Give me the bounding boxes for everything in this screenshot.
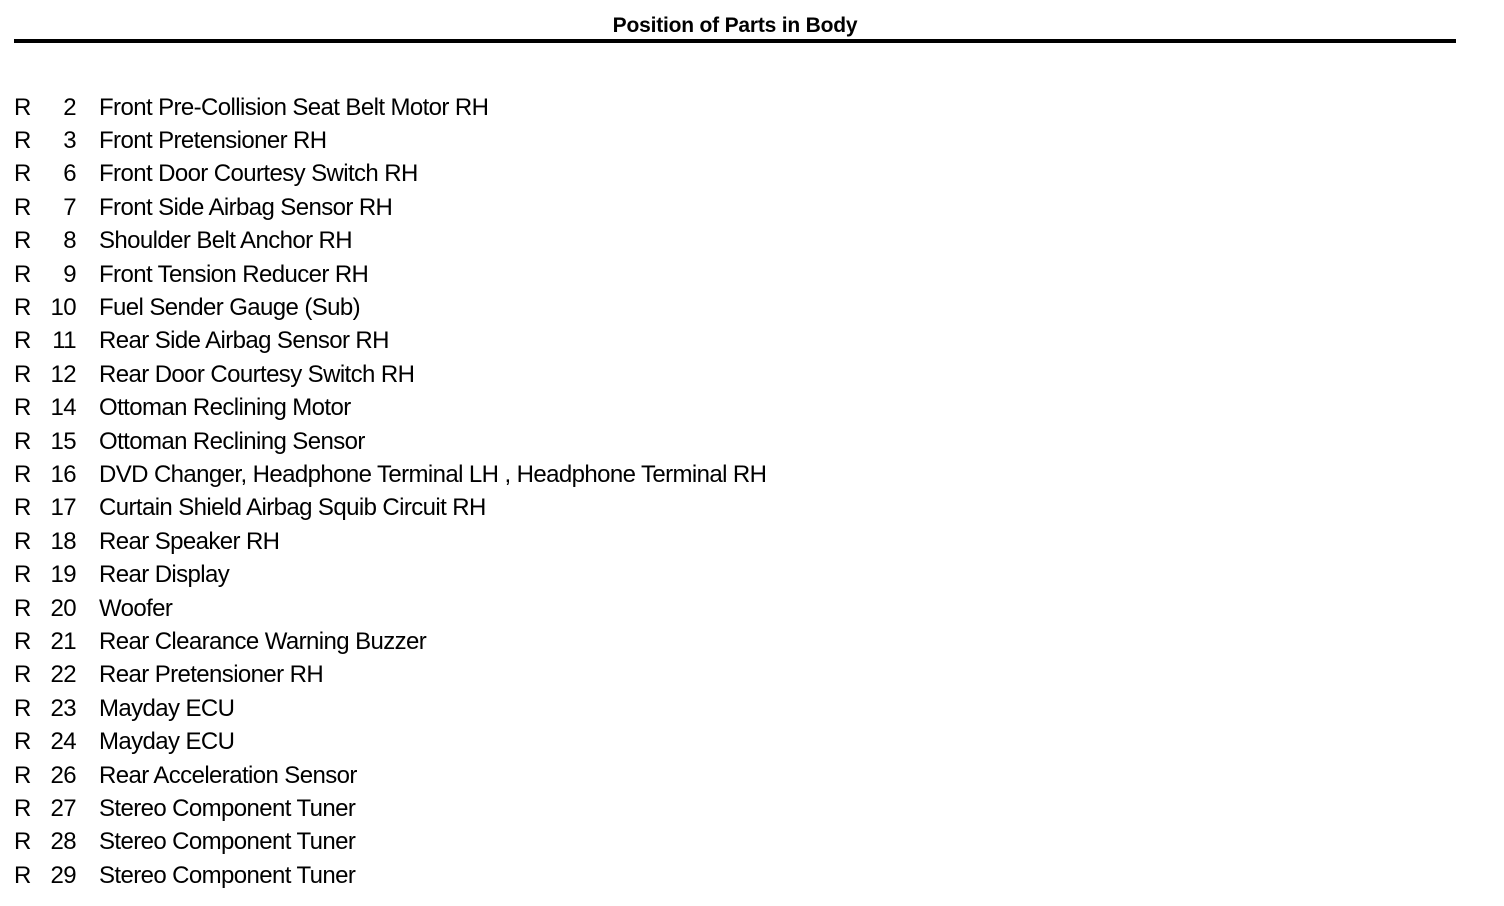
part-prefix: R <box>14 594 31 622</box>
list-item <box>14 625 766 658</box>
part-prefix: R <box>14 527 31 555</box>
parts-list <box>14 91 766 892</box>
list-item <box>14 358 766 391</box>
part-prefix: R <box>14 327 31 355</box>
list-item <box>14 225 766 258</box>
part-number: 18 <box>50 527 76 555</box>
part-prefix: R <box>14 694 31 722</box>
part-name: Woofer <box>99 594 173 622</box>
part-prefix: R <box>14 294 31 322</box>
list-item <box>14 759 766 792</box>
part-name: Rear Side Airbag Sensor RH <box>99 327 389 355</box>
part-number: 7 <box>63 193 76 221</box>
part-prefix: R <box>14 427 31 455</box>
part-name: Shoulder Belt Anchor RH <box>99 227 353 255</box>
part-prefix: R <box>14 828 31 856</box>
part-number: 10 <box>50 294 76 322</box>
part-number: 14 <box>50 394 76 422</box>
part-number: 26 <box>50 761 76 789</box>
list-item <box>14 659 766 692</box>
part-number: 29 <box>50 861 76 889</box>
part-number: 15 <box>50 427 76 455</box>
part-prefix: R <box>14 728 31 756</box>
part-number: 22 <box>50 661 76 689</box>
part-prefix: R <box>14 394 31 422</box>
part-prefix: R <box>14 160 31 188</box>
list-item <box>14 725 766 758</box>
list-item <box>14 492 766 525</box>
part-number: 19 <box>50 561 76 589</box>
part-number: 3 <box>63 127 76 155</box>
part-name: Front Door Courtesy Switch RH <box>99 160 418 188</box>
part-name: Stereo Component Tuner <box>99 861 356 889</box>
part-number: 8 <box>63 227 76 255</box>
part-name: Front Tension Reducer RH <box>99 260 369 288</box>
part-prefix: R <box>14 360 31 388</box>
page-title: Position of Parts in Body <box>612 14 858 37</box>
part-name: Rear Pretensioner RH <box>99 661 324 689</box>
part-prefix: R <box>14 260 31 288</box>
part-number: 24 <box>50 728 76 756</box>
part-name: Stereo Component Tuner <box>99 828 356 856</box>
part-prefix: R <box>14 193 31 221</box>
part-name: Front Pretensioner RH <box>99 127 327 155</box>
part-name: Rear Acceleration Sensor <box>99 761 357 789</box>
part-prefix: R <box>14 861 31 889</box>
part-number: 27 <box>50 794 76 822</box>
part-prefix: R <box>14 761 31 789</box>
part-number: 16 <box>50 460 76 488</box>
list-item <box>14 792 766 825</box>
part-name: Rear Speaker RH <box>99 527 280 555</box>
part-name: Mayday ECU <box>99 728 235 756</box>
list-item <box>14 191 766 224</box>
part-prefix: R <box>14 661 31 689</box>
part-number: 12 <box>50 360 76 388</box>
list-item <box>14 592 766 625</box>
title-divider <box>14 39 1456 43</box>
part-name: Ottoman Reclining Sensor <box>99 427 365 455</box>
part-name: Mayday ECU <box>99 694 235 722</box>
part-number: 20 <box>50 594 76 622</box>
list-item <box>14 325 766 358</box>
part-number: 17 <box>50 494 76 522</box>
list-item <box>14 826 766 859</box>
list-item <box>14 692 766 725</box>
part-prefix: R <box>14 561 31 589</box>
part-prefix: R <box>14 93 31 121</box>
part-name: Ottoman Reclining Motor <box>99 394 351 422</box>
part-number: 2 <box>63 93 76 121</box>
list-item <box>14 458 766 491</box>
part-number: 21 <box>50 627 76 655</box>
list-item <box>14 425 766 458</box>
list-item <box>14 291 766 324</box>
part-prefix: R <box>14 794 31 822</box>
part-prefix: R <box>14 460 31 488</box>
list-item <box>14 392 766 425</box>
list-item <box>14 158 766 191</box>
part-prefix: R <box>14 494 31 522</box>
part-name: Fuel Sender Gauge (Sub) <box>99 294 361 322</box>
part-number: 28 <box>50 828 76 856</box>
part-name: Front Pre-Collision Seat Belt Motor RH <box>99 93 489 121</box>
list-item <box>14 859 766 892</box>
part-number: 11 <box>52 327 76 355</box>
list-item <box>14 258 766 291</box>
part-name: DVD Changer, Headphone Terminal LH , Headphone Terminal RH <box>99 460 767 488</box>
part-name: Rear Door Courtesy Switch RH <box>99 360 415 388</box>
part-name: Stereo Component Tuner <box>99 794 356 822</box>
list-item <box>14 91 766 124</box>
part-number: 6 <box>63 160 76 188</box>
part-prefix: R <box>14 227 31 255</box>
part-number: 9 <box>63 260 76 288</box>
part-prefix: R <box>14 627 31 655</box>
part-name: Front Side Airbag Sensor RH <box>99 193 393 221</box>
list-item <box>14 124 766 157</box>
part-number: 23 <box>50 694 76 722</box>
list-item <box>14 525 766 558</box>
list-item <box>14 558 766 591</box>
part-name: Rear Display <box>99 561 230 589</box>
part-name: Rear Clearance Warning Buzzer <box>99 627 427 655</box>
part-name: Curtain Shield Airbag Squib Circuit RH <box>99 494 486 522</box>
part-prefix: R <box>14 127 31 155</box>
